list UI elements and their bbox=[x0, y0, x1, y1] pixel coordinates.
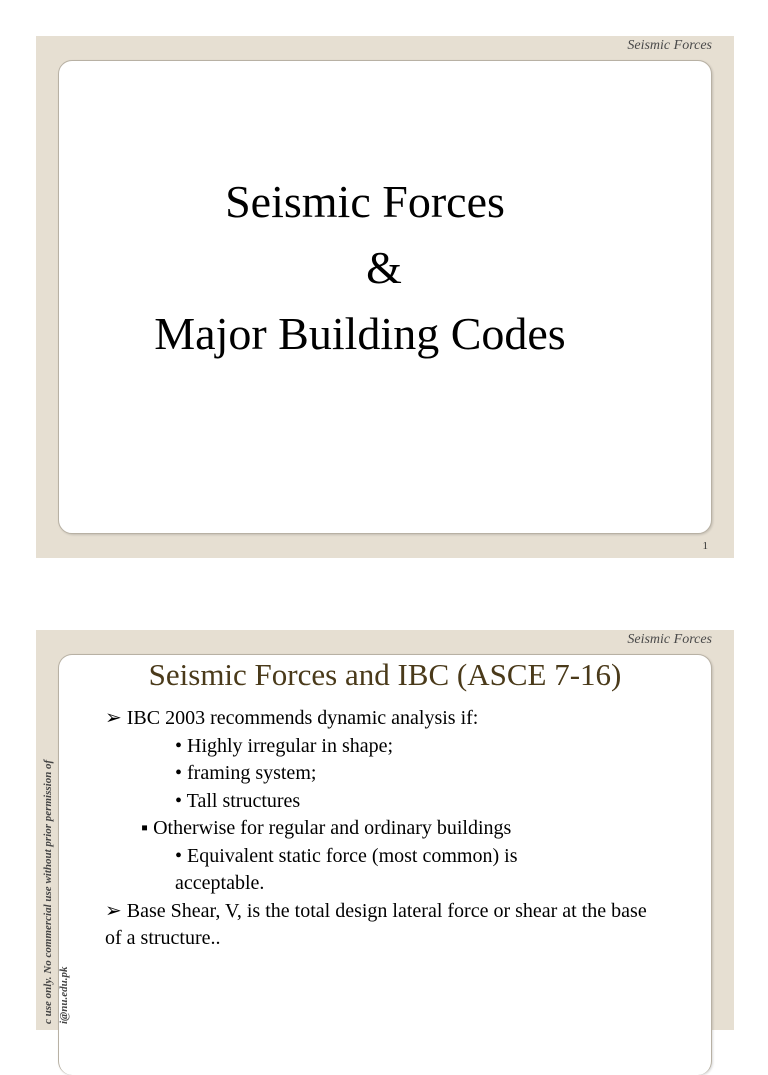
slide-header: Seismic Forces bbox=[627, 632, 712, 647]
sub-bullet-item: • framing system; bbox=[175, 762, 317, 784]
side-text-line-1: c use only. No commercial use without prior permission of bbox=[42, 759, 54, 1024]
bullet-item: ➢ IBC 2003 recommends dynamic analysis if: bbox=[105, 707, 479, 729]
bullet-item: ➢ Base Shear, V, is the total design lateral force or shear at the base of a structure.. bbox=[105, 899, 647, 949]
slide-2 bbox=[36, 630, 734, 1030]
square-bullet-item: ▪ Otherwise for regular and ordinary buildings bbox=[141, 817, 512, 839]
slide-panel bbox=[58, 654, 712, 1075]
side-watermark-text bbox=[40, 678, 60, 1024]
title-line-3: Major Building Codes bbox=[154, 308, 566, 359]
slide-panel bbox=[58, 60, 712, 534]
slide-1 bbox=[36, 36, 734, 558]
sub-bullet-item: • Highly irregular in shape; bbox=[175, 734, 394, 757]
side-text-line-2: i@nu.edu.pk bbox=[58, 966, 70, 1024]
page-number: 1 bbox=[702, 540, 708, 552]
slide-title bbox=[59, 169, 711, 367]
sub-bullet-item: • Tall structures bbox=[175, 789, 301, 812]
slide-content bbox=[105, 705, 661, 953]
sub-bullet-item: • Equivalent static force (most common) is bbox=[175, 844, 518, 867]
title-line-2: & bbox=[366, 242, 402, 293]
sub-bullet-continuation: acceptable. bbox=[175, 872, 265, 894]
side-watermark-email bbox=[58, 940, 74, 1024]
title-line-1: Seismic Forces bbox=[225, 176, 505, 227]
slide-title: Seismic Forces and IBC (ASCE 7-16) bbox=[148, 657, 622, 692]
slide-header: Seismic Forces bbox=[627, 38, 712, 53]
